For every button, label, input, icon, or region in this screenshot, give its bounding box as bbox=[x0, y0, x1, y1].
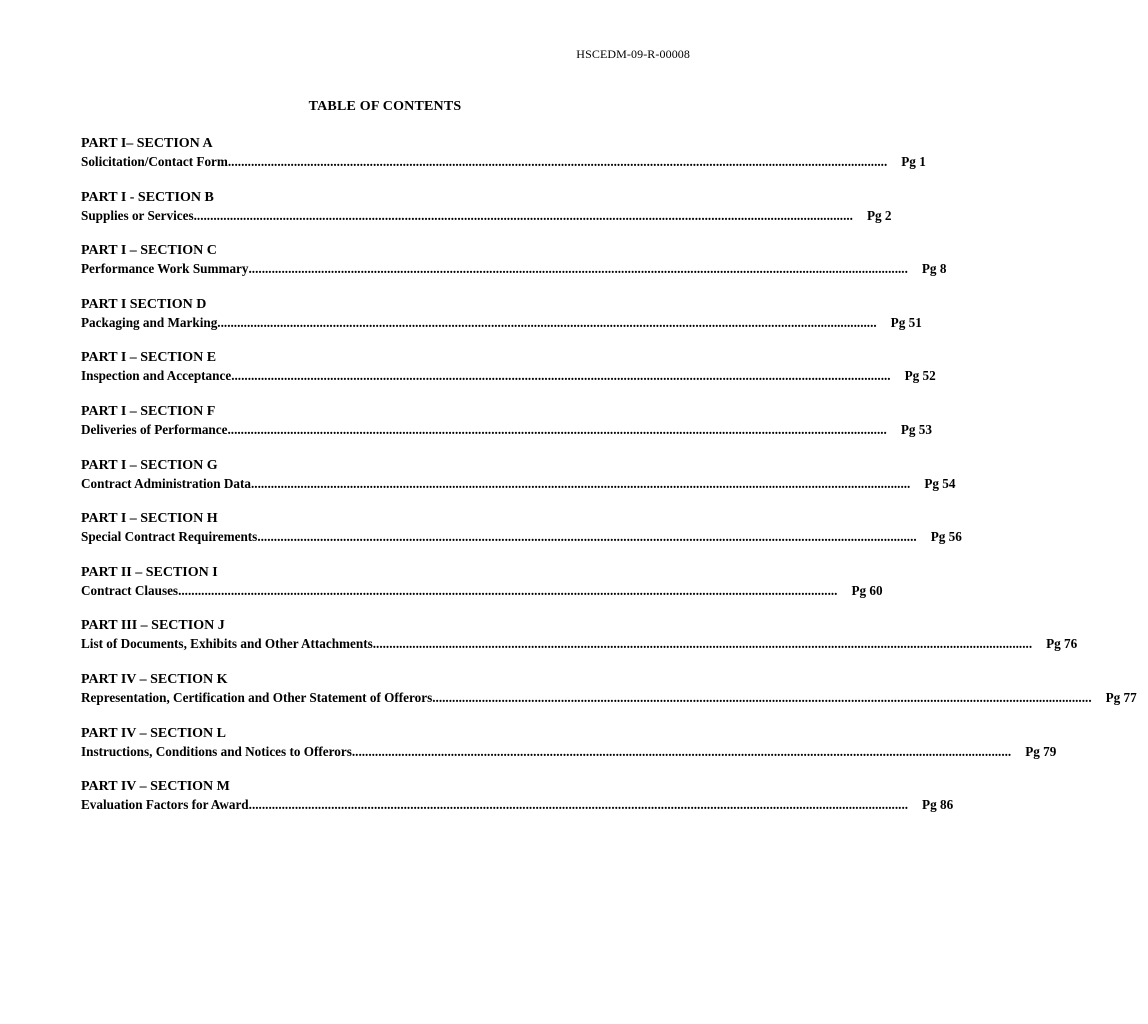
toc-entry-heading: PART I– SECTION A bbox=[81, 136, 213, 151]
dot-leader: ........................................................................................................................................................................................................ bbox=[257, 529, 917, 545]
toc-entry-heading: PART I – SECTION E bbox=[81, 350, 217, 366]
toc-entry-label: Packaging and Marking bbox=[81, 314, 218, 330]
dot-leader: ........................................................................................................................................................................................................ bbox=[432, 689, 1092, 705]
toc-entry-heading: PART III – SECTION J bbox=[81, 618, 225, 634]
dot-leader: ........................................................................................................................................................................................................ bbox=[248, 797, 909, 813]
toc-entry bbox=[81, 509, 962, 563]
dot-leader: ........................................................................................................................................................................................................ bbox=[372, 636, 1033, 652]
toc-entry-line bbox=[81, 528, 962, 546]
toc-entry-label: Solicitation/Contact Form bbox=[81, 154, 228, 169]
toc-entry-heading: PART I – SECTION H bbox=[81, 511, 218, 527]
toc-entry bbox=[81, 456, 956, 510]
toc-entry-page: Pg 79 bbox=[1025, 743, 1057, 759]
toc-entry-page: Pg 1 bbox=[901, 154, 926, 169]
dot-leader: ........................................................................................................................................................................................................ bbox=[227, 154, 888, 169]
toc-entry-label: Evaluation Factors for Award bbox=[81, 797, 249, 813]
toc-entry-label: Contract Clauses bbox=[81, 582, 179, 598]
toc-entry bbox=[81, 241, 947, 295]
toc-entry-line bbox=[81, 153, 926, 171]
toc-entry bbox=[81, 134, 926, 188]
toc-entry-heading: PART IV – SECTION K bbox=[81, 671, 228, 687]
toc-entry-heading: PART I – SECTION C bbox=[81, 243, 217, 259]
toc-entry-label: Supplies or Services bbox=[81, 207, 194, 223]
toc-entry-line bbox=[81, 689, 1137, 707]
toc-entry-label: Performance Work Summary bbox=[81, 261, 249, 277]
toc-entry-line bbox=[81, 260, 947, 278]
toc-entry-label: Inspection and Acceptance bbox=[81, 368, 232, 384]
toc-entry-heading: PART IV – SECTION M bbox=[81, 779, 230, 795]
document-id: HSCEDM-09-R-00008 bbox=[576, 47, 690, 61]
toc-entry-page: Pg 54 bbox=[924, 475, 956, 491]
toc-entry-heading: PART I SECTION D bbox=[81, 296, 207, 312]
toc-entry-page: Pg 56 bbox=[930, 529, 962, 545]
toc-entry-heading: PART I – SECTION F bbox=[81, 403, 216, 419]
toc-entry-page: Pg 76 bbox=[1046, 636, 1078, 652]
toc-entry bbox=[81, 724, 1057, 778]
toc-entry bbox=[81, 670, 1137, 724]
toc-entry-page: Pg 52 bbox=[904, 368, 936, 384]
dot-leader: ........................................................................................................................................................................................................ bbox=[227, 421, 887, 437]
toc-entry-label: Instructions, Conditions and Notices to Offerors bbox=[81, 743, 352, 759]
dot-leader: ........................................................................................................................................................................................................ bbox=[178, 582, 838, 598]
toc-entry bbox=[81, 348, 936, 402]
toc-entry-line bbox=[81, 367, 936, 385]
toc-entry-line bbox=[81, 421, 932, 439]
toc-entry bbox=[81, 777, 954, 831]
toc-entry-page: Pg 2 bbox=[866, 207, 892, 223]
dot-leader: ........................................................................................................................................................................................................ bbox=[250, 475, 911, 491]
toc-entry-heading: PART I – SECTION G bbox=[81, 457, 218, 473]
toc-entry-line bbox=[81, 314, 922, 332]
toc-list bbox=[81, 134, 1137, 831]
page-title: TABLE OF CONTENTS bbox=[308, 99, 462, 114]
toc-entry-line bbox=[81, 796, 954, 814]
toc-entry-line bbox=[81, 475, 956, 493]
dot-leader: ........................................................................................................................................................................................................ bbox=[351, 743, 1012, 759]
toc-entry bbox=[81, 188, 892, 242]
toc-entry bbox=[81, 295, 922, 349]
dot-leader: ........................................................................................................................................................................................................ bbox=[231, 368, 891, 384]
toc-entry-label: List of Documents, Exhibits and Other Attachments bbox=[81, 636, 373, 652]
toc-entry-line bbox=[81, 743, 1057, 761]
dot-leader: ........................................................................................................................................................................................................ bbox=[217, 314, 877, 330]
toc-entry-label: Contract Administration Data bbox=[81, 475, 251, 491]
toc-entry-line bbox=[81, 635, 1078, 653]
toc-entry-heading: PART II – SECTION I bbox=[81, 564, 218, 580]
toc-entry-label: Special Contract Requirements bbox=[81, 529, 258, 545]
toc-entry bbox=[81, 563, 883, 617]
toc-entry-page: Pg 60 bbox=[851, 582, 883, 598]
toc-entry bbox=[81, 402, 932, 456]
toc-entry-heading: PART I - SECTION B bbox=[81, 189, 214, 205]
toc-entry-page: Pg 86 bbox=[922, 797, 954, 813]
dot-leader: ........................................................................................................................................................................................................ bbox=[193, 207, 853, 223]
toc-entry-label: Deliveries of Performance bbox=[81, 421, 228, 437]
toc-entry-page: Pg 77 bbox=[1105, 689, 1137, 705]
dot-leader: ........................................................................................................................................................................................................ bbox=[248, 261, 908, 277]
toc-entry-heading: PART IV – SECTION L bbox=[81, 725, 226, 741]
toc-entry-page: Pg 8 bbox=[921, 261, 947, 277]
toc-entry-label: Representation, Certification and Other Statement of Offerors bbox=[81, 689, 433, 705]
toc-entry-line bbox=[81, 582, 883, 600]
toc-entry-page: Pg 53 bbox=[900, 421, 932, 437]
toc-entry bbox=[81, 616, 1078, 670]
toc-entry-line bbox=[81, 207, 892, 225]
toc-entry-page: Pg 51 bbox=[890, 314, 922, 330]
